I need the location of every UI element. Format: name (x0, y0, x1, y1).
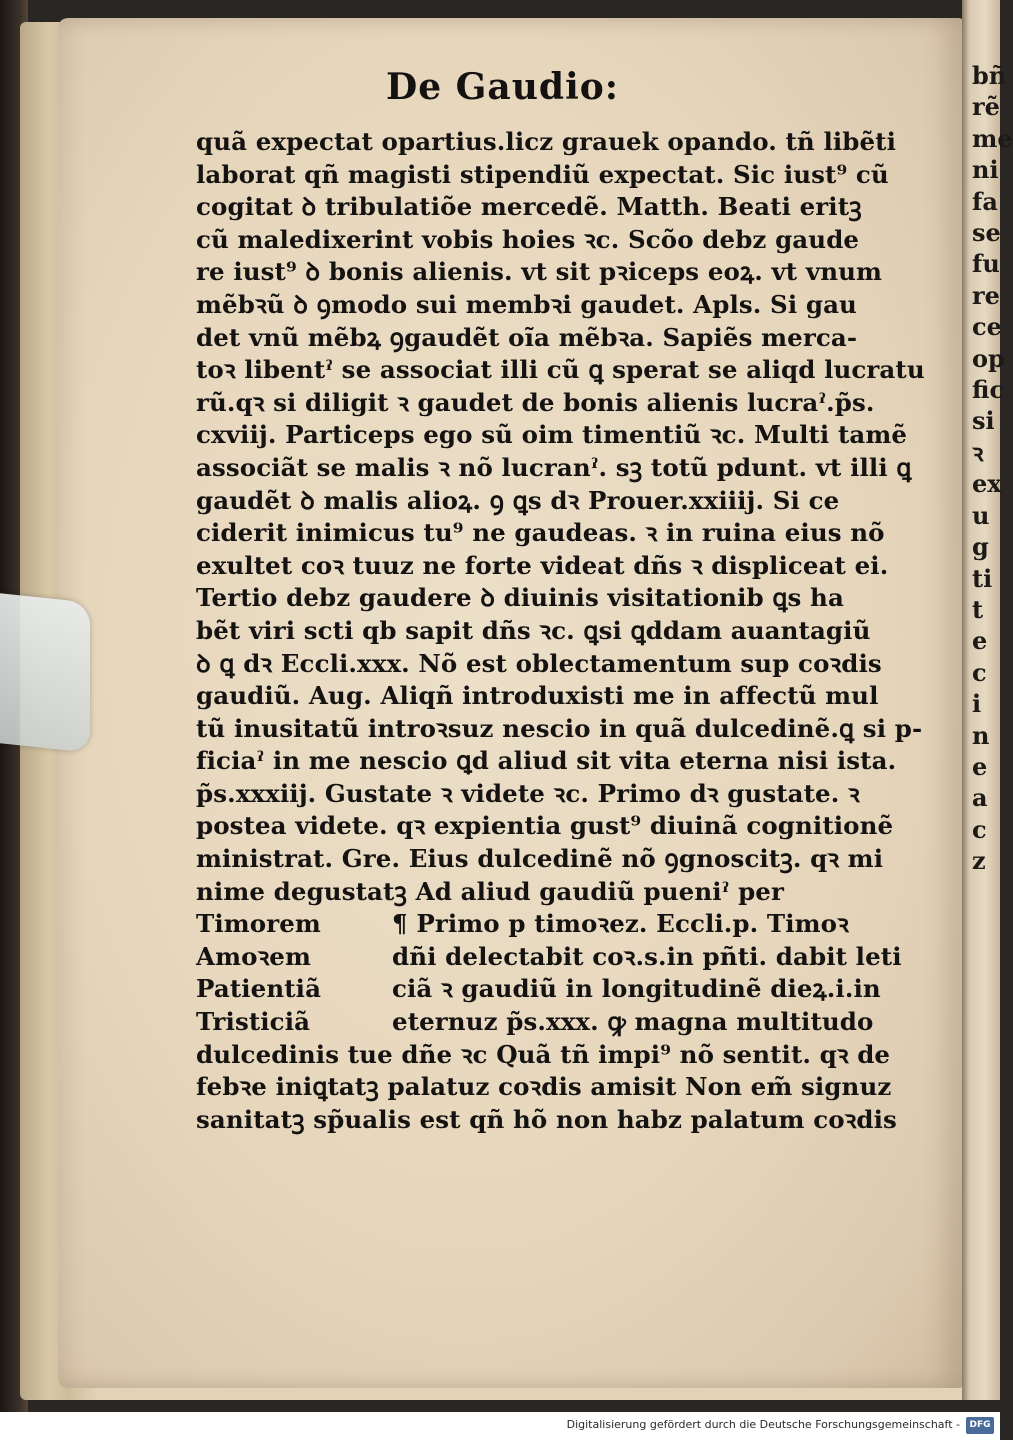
neighbor-fragment: fa (972, 186, 998, 216)
neighbor-fragment: rẽ (972, 92, 1000, 122)
text-line: Tertio debz gaudere ꝺ diuinis visitationib ꝗs ha (196, 583, 844, 613)
marginal-term: Patientiã (196, 974, 322, 1004)
dfg-logo: DFG (966, 1417, 994, 1434)
neighbor-fragment: fu (972, 249, 1000, 279)
text-line: cũ maledixerint vobis hoies ꝛc. Scõo debz gaude (196, 224, 860, 254)
text-line: rũ.qꝛ si diligit ꝛ gaudet de bonis alienis lucraˀ.p̃s. (196, 387, 875, 417)
text-line: cxviij. Particeps ego sũ oim timentiũ ꝛc. Multi tamẽ (196, 420, 908, 450)
neighbor-page-edge (962, 0, 1013, 1400)
text-line: det vnũ mẽbꝝ ꝯgaudẽt oĩa mẽbꝛa. Sapiẽs merca- (196, 322, 858, 352)
text-line: sanitatꝫ sp̃ualis est qñ hõ non habz palatum coꝛdis (196, 1104, 897, 1134)
text-line: re iust⁹ ꝺ bonis alienis. vt sit pꝛiceps eoꝝ. vt vnum (196, 257, 883, 287)
neighbor-fragment: re (972, 280, 1000, 310)
text-line: quã expectat opartius.licz grauek opando. tñ libẽti (196, 127, 896, 156)
neighbor-fragment: op (972, 343, 1005, 373)
text-line: cogitat ꝺ tribulatiõe mercedẽ. Matth. Beati eritꝫ (196, 192, 862, 222)
term-row (196, 908, 896, 941)
neighbor-fragment: ce (972, 312, 1002, 342)
text-line: ꝺ ꝗ dꝛ Eccli.xxx. Nõ est oblectamentum sup coꝛdis (196, 648, 882, 678)
neighbor-fragment: u (972, 500, 990, 530)
text-line: gaudiũ. Aug. Aliqñ introduxisti me in affectũ mul (196, 681, 879, 711)
text-line: ciderit inimicus tu⁹ ne gaudeas. ꝛ in ruina eius nõ (196, 518, 885, 548)
neighbor-fragment: ni (972, 155, 999, 185)
neighbor-fragment: se (972, 218, 1001, 248)
marginal-term: Timorem (196, 909, 321, 939)
text-line: postea videte. qꝛ expientia gust⁹ diuinã cognitionẽ (196, 811, 894, 841)
neighbor-fragment: ex (972, 469, 1002, 499)
text-line: eternuz p̃s.xxx. ꝙ magna multitudo (392, 1007, 874, 1037)
neighbor-fragment: e (972, 751, 988, 781)
term-row (196, 941, 902, 974)
neighbor-fragment: z (972, 846, 986, 876)
text-line: ¶ Primo p timoꝛez. Eccli.p. Timoꝛ (392, 909, 849, 939)
term-row (196, 1006, 896, 1039)
text-line: toꝛ libentˀ se associat illi cũ ꝗ sperat se aliqd lucratu (196, 355, 925, 385)
marginal-term: Tristiciã (196, 1007, 311, 1037)
neighbor-page-text (972, 60, 1013, 877)
text-line: associãt se malis ꝛ nõ lucranˀ. sꝫ totũ pdunt. vt illi ꝗ (196, 452, 912, 482)
footer-bar (0, 1412, 1000, 1440)
neighbor-fragment: ti (972, 563, 993, 593)
neighbor-fragment: me (972, 123, 1013, 153)
bookmark-strip (0, 593, 90, 752)
body-lines-continued (196, 1039, 896, 1137)
funding-credit: Digitalisierung gefördert durch die Deutsche Forschungsgemeinschaft - (566, 1418, 960, 1431)
text-line: p̃s.xxxiij. Gustate ꝛ videte ꝛc. Primo dꝛ gustate. ꝛ (196, 778, 860, 808)
marginal-term: Amoꝛem (196, 941, 311, 971)
neighbor-fragment: e (972, 626, 988, 656)
neighbor-fragment: g (972, 532, 989, 562)
neighbor-fragment: t (972, 594, 984, 624)
term-row (196, 973, 896, 1006)
neighbor-fragment: bñ (972, 61, 1007, 90)
text-line: nime degustatꝫ Ad aliud gaudiũ pueniˀ per (196, 876, 784, 906)
neighbor-fragment: i (972, 689, 982, 719)
text-line: febꝛe iniꝗtatꝫ palatuz coꝛdis amisit Non em̃ signuz (196, 1072, 892, 1102)
neighbor-fragment: ꝛ (972, 437, 984, 467)
marginal-term-list (196, 908, 902, 1038)
neighbor-fragment: c (972, 657, 987, 687)
neighbor-fragment: fic (972, 375, 1005, 405)
neighbor-fragment: c (972, 814, 987, 844)
text-line: dñi delectabit coꝛ.s.in pñti. dabit leti (392, 941, 902, 971)
neighbor-fragment: a (972, 783, 988, 813)
body-lines (196, 126, 925, 908)
body-text (196, 126, 925, 1136)
page-title: De Gaudio: (386, 66, 620, 108)
text-line: ministrat. Gre. Eius dulcedinẽ nõ ꝯgnoscitꝫ. qꝛ mi (196, 844, 884, 874)
text-line: tũ inusitatũ introꝛsuz nescio in quã dulcedinẽ.ꝗ si p- (196, 713, 923, 743)
text-line: laborat qñ magisti stipendiũ expectat. Sic iust⁹ cũ (196, 159, 889, 189)
neighbor-fragment: n (972, 720, 990, 750)
text-line: mẽbꝛũ ꝺ ꝯmodo sui membꝛi gaudet. Apls. Si gau (196, 289, 857, 319)
neighbor-fragment: si (972, 406, 995, 436)
text-line: ciã ꝛ gaudiũ in longitudinẽ dieꝝ.i.in (392, 974, 881, 1004)
text-line: bẽt viri scti qb sapit dñs ꝛc. ꝗsi ꝗddam auantagiũ (196, 615, 871, 645)
text-line: dulcedinis tue dñe ꝛc Quã tñ impi⁹ nõ sentit. qꝛ de (196, 1039, 891, 1069)
text-line: exultet coꝛ tuuz ne forte videat dñs ꝛ displiceat ei. (196, 550, 889, 580)
text-line: ficiaˀ in me nescio ꝗd aliud sit vita eterna nisi ista. (196, 746, 897, 776)
text-line: gaudẽt ꝺ malis alioꝝ. ꝯ ꝗs dꝛ Prouer.xxiiij. Si ce (196, 485, 840, 515)
